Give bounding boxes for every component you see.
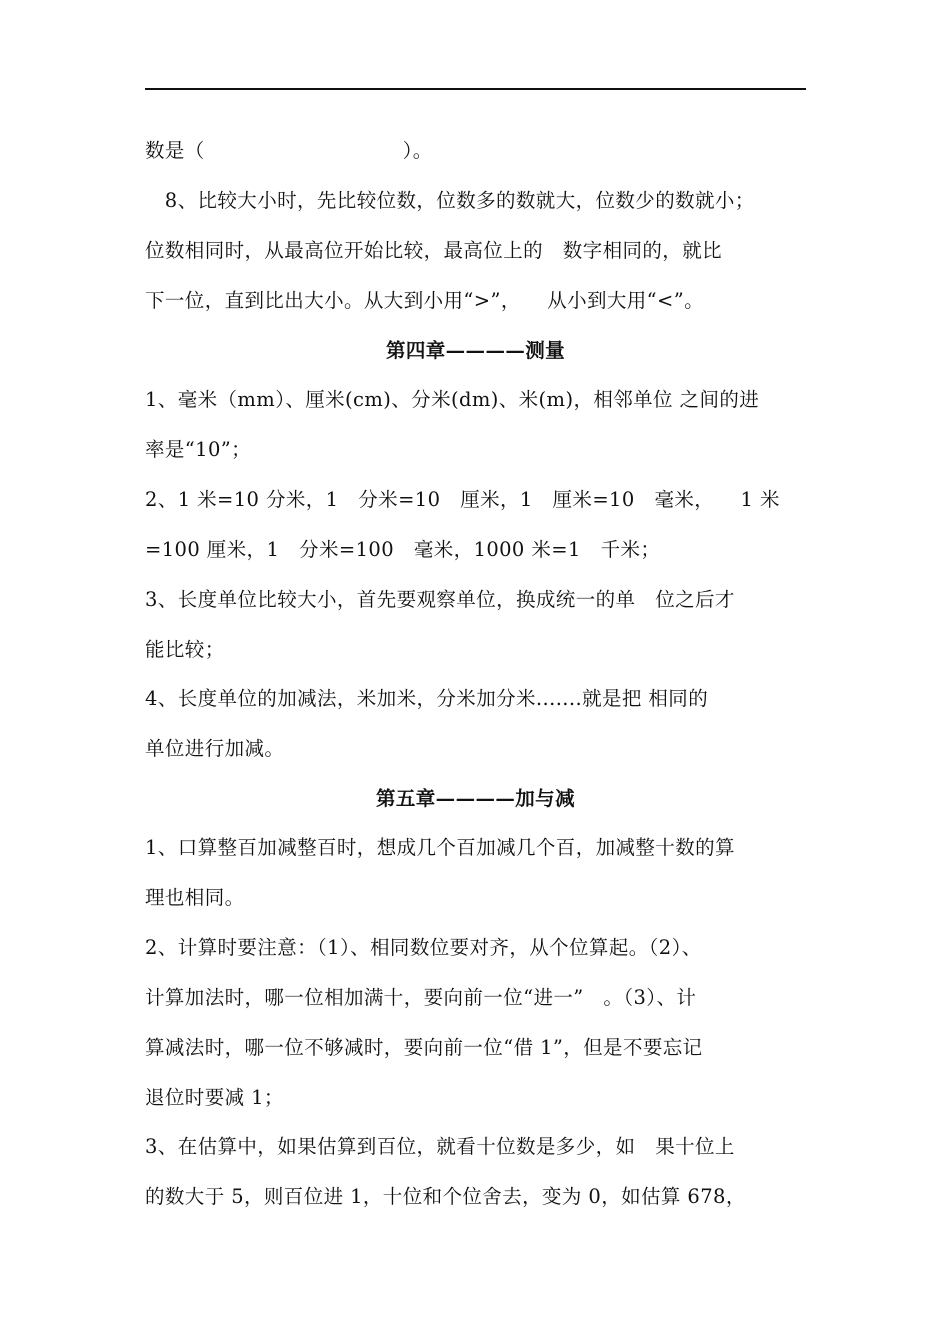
text-line: 能比较；: [145, 638, 225, 661]
chapter-5-heading: 第五章————加与减: [375, 787, 575, 810]
text-line: 4、长度单位的加减法，米加米，分米加分米.......就是把 相同的: [145, 687, 709, 710]
text-line: 数是（ ）。: [145, 139, 433, 162]
text-line: 的数大于 5，则百位进 1，十位和个位舍去，变为 0，如估算 678，: [145, 1185, 746, 1208]
header-rule: [145, 88, 806, 90]
text-line: 3、长度单位比较大小，首先要观察单位，换成统一的单 位之后才: [145, 588, 735, 611]
text-line: 率是“10”；: [145, 438, 252, 461]
text-line: 位数相同时，从最高位开始比较，最高位上的 数字相同的，就比: [145, 239, 722, 262]
text-line: 1、口算整百加减整百时，想成几个百加减几个百，加减整十数的算: [145, 836, 735, 859]
text-line: 2、计算时要注意：（1）、相同数位要对齐，从个位算起。（2）、: [145, 936, 702, 959]
text-line: 下一位，直到比出大小。从大到小用“>”， 从小到大用“<”。: [145, 289, 705, 312]
text-line: 单位进行加减。: [145, 737, 285, 760]
text-line: 1、毫米（mm）、厘米(cm)、分米(dm)、米(m)，相邻单位 之间的进: [145, 388, 760, 411]
text-line: 8、比较大小时，先比较位数，位数多的数就大，位数少的数就小；: [145, 189, 755, 212]
text-line: =100 厘米，1 分米=100 毫米，1000 米=1 千米；: [145, 538, 661, 561]
text-line: 计算加法时，哪一位相加满十，要向前一位“进一” 。（3）、计: [145, 986, 697, 1009]
text-line: 3、在估算中，如果估算到百位，就看十位数是多少，如 果十位上: [145, 1135, 735, 1158]
chapter-4-heading: 第四章————测量: [385, 339, 566, 362]
text-line: 算减法时，哪一位不够减时，要向前一位“借 1”，但是不要忘记: [145, 1036, 703, 1059]
text-line: 理也相同。: [145, 886, 245, 909]
text-line: 2、1 米=10 分米，1 分米=10 厘米，1 厘米=10 毫米， 1 米: [145, 488, 780, 511]
text-line: 退位时要减 1；: [145, 1086, 284, 1109]
